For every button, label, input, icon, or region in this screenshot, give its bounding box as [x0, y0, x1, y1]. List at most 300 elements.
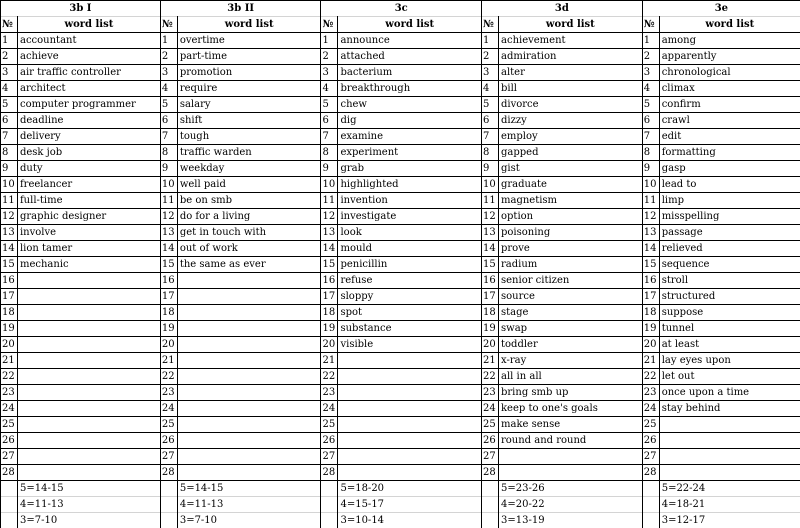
word-cell[interactable]: senior citizen	[499, 273, 643, 289]
word-cell[interactable]: bring smb up	[499, 385, 643, 401]
blank-cell[interactable]	[160, 513, 177, 528]
row-number-cell[interactable]: 20	[1, 337, 18, 353]
word-cell[interactable]	[499, 449, 643, 465]
row-number-cell[interactable]: 7	[160, 129, 177, 145]
word-cell[interactable]: climax	[659, 81, 800, 97]
word-cell[interactable]: stage	[499, 305, 643, 321]
word-cell[interactable]: accountant	[17, 33, 160, 49]
row-number-cell[interactable]: 11	[160, 193, 177, 209]
row-number-cell[interactable]: 3	[321, 65, 338, 81]
row-number-cell[interactable]: 28	[1, 465, 18, 481]
number-column-header[interactable]: №	[1, 17, 18, 33]
word-cell[interactable]: passage	[659, 225, 800, 241]
row-number-cell[interactable]: 14	[1, 241, 18, 257]
row-number-cell[interactable]: 20	[321, 337, 338, 353]
row-number-cell[interactable]: 11	[482, 193, 499, 209]
row-number-cell[interactable]: 24	[321, 401, 338, 417]
row-number-cell[interactable]: 21	[160, 353, 177, 369]
blank-cell[interactable]	[160, 481, 177, 497]
row-number-cell[interactable]: 20	[482, 337, 499, 353]
word-cell[interactable]	[177, 401, 321, 417]
row-number-cell[interactable]: 27	[1, 449, 18, 465]
word-cell[interactable]: let out	[659, 369, 800, 385]
grade-scale-cell[interactable]: 5=23-26	[499, 481, 643, 497]
word-cell[interactable]: confirm	[659, 97, 800, 113]
word-cell[interactable]: desk job	[17, 145, 160, 161]
row-number-cell[interactable]: 5	[482, 97, 499, 113]
row-number-cell[interactable]: 27	[321, 449, 338, 465]
blank-cell[interactable]	[482, 513, 499, 528]
blank-cell[interactable]	[482, 497, 499, 513]
row-number-cell[interactable]: 13	[482, 225, 499, 241]
word-cell[interactable]: at least	[659, 337, 800, 353]
word-cell[interactable]	[177, 433, 321, 449]
word-cell[interactable]: dizzy	[499, 113, 643, 129]
row-number-cell[interactable]: 7	[482, 129, 499, 145]
word-cell[interactable]: the same as ever	[177, 257, 321, 273]
row-number-cell[interactable]: 11	[321, 193, 338, 209]
row-number-cell[interactable]: 19	[160, 321, 177, 337]
word-cell[interactable]	[659, 417, 800, 433]
word-cell[interactable]: edit	[659, 129, 800, 145]
row-number-cell[interactable]: 8	[642, 145, 659, 161]
word-cell[interactable]	[338, 353, 482, 369]
row-number-cell[interactable]: 17	[482, 289, 499, 305]
word-cell[interactable]: crawl	[659, 113, 800, 129]
row-number-cell[interactable]: 27	[482, 449, 499, 465]
row-number-cell[interactable]: 15	[482, 257, 499, 273]
word-cell[interactable]	[177, 273, 321, 289]
row-number-cell[interactable]: 22	[160, 369, 177, 385]
row-number-cell[interactable]: 21	[642, 353, 659, 369]
row-number-cell[interactable]: 19	[321, 321, 338, 337]
word-cell[interactable]	[17, 337, 160, 353]
blank-cell[interactable]	[321, 481, 338, 497]
word-cell[interactable]	[177, 449, 321, 465]
row-number-cell[interactable]: 10	[160, 177, 177, 193]
grade-scale-cell[interactable]: 5=14-15	[177, 481, 321, 497]
word-list-header[interactable]: word list	[499, 17, 643, 33]
word-cell[interactable]: deadline	[17, 113, 160, 129]
row-number-cell[interactable]: 25	[642, 417, 659, 433]
row-number-cell[interactable]: 15	[642, 257, 659, 273]
word-cell[interactable]: alter	[499, 65, 643, 81]
row-number-cell[interactable]: 28	[482, 465, 499, 481]
word-cell[interactable]: formatting	[659, 145, 800, 161]
word-cell[interactable]: gist	[499, 161, 643, 177]
word-cell[interactable]	[177, 385, 321, 401]
blank-cell[interactable]	[642, 497, 659, 513]
row-number-cell[interactable]: 6	[482, 113, 499, 129]
word-cell[interactable]: lay eyes upon	[659, 353, 800, 369]
word-cell[interactable]: breakthrough	[338, 81, 482, 97]
row-number-cell[interactable]: 10	[482, 177, 499, 193]
blank-cell[interactable]	[1, 481, 18, 497]
word-cell[interactable]: toddler	[499, 337, 643, 353]
word-list-header[interactable]: word list	[659, 17, 800, 33]
row-number-cell[interactable]: 7	[1, 129, 18, 145]
row-number-cell[interactable]: 24	[160, 401, 177, 417]
word-cell[interactable]	[177, 369, 321, 385]
row-number-cell[interactable]: 25	[321, 417, 338, 433]
row-number-cell[interactable]: 20	[160, 337, 177, 353]
word-cell[interactable]	[659, 449, 800, 465]
word-cell[interactable]	[338, 433, 482, 449]
row-number-cell[interactable]: 15	[160, 257, 177, 273]
word-cell[interactable]: keep to one's goals	[499, 401, 643, 417]
word-cell[interactable]: refuse	[338, 273, 482, 289]
grade-scale-cell[interactable]: 4=18-21	[659, 497, 800, 513]
row-number-cell[interactable]: 16	[321, 273, 338, 289]
word-cell[interactable]	[17, 385, 160, 401]
word-cell[interactable]: dig	[338, 113, 482, 129]
row-number-cell[interactable]: 28	[642, 465, 659, 481]
word-cell[interactable]	[17, 401, 160, 417]
word-cell[interactable]	[17, 321, 160, 337]
word-cell[interactable]: x-ray	[499, 353, 643, 369]
word-cell[interactable]: get in touch with	[177, 225, 321, 241]
word-cell[interactable]	[659, 433, 800, 449]
row-number-cell[interactable]: 19	[1, 321, 18, 337]
grade-scale-cell[interactable]: 5=14-15	[17, 481, 160, 497]
row-number-cell[interactable]: 16	[642, 273, 659, 289]
row-number-cell[interactable]: 9	[160, 161, 177, 177]
blank-cell[interactable]	[1, 497, 18, 513]
word-cell[interactable]	[177, 353, 321, 369]
word-cell[interactable]: substance	[338, 321, 482, 337]
word-cell[interactable]	[17, 417, 160, 433]
row-number-cell[interactable]: 6	[321, 113, 338, 129]
row-number-cell[interactable]: 20	[642, 337, 659, 353]
word-cell[interactable]: attached	[338, 49, 482, 65]
row-number-cell[interactable]: 12	[321, 209, 338, 225]
row-number-cell[interactable]: 14	[642, 241, 659, 257]
grade-scale-cell[interactable]: 3=10-14	[338, 513, 482, 528]
row-number-cell[interactable]: 4	[1, 81, 18, 97]
word-cell[interactable]: poisoning	[499, 225, 643, 241]
row-number-cell[interactable]: 12	[642, 209, 659, 225]
word-cell[interactable]	[17, 273, 160, 289]
row-number-cell[interactable]: 27	[160, 449, 177, 465]
word-cell[interactable]	[177, 417, 321, 433]
row-number-cell[interactable]: 23	[321, 385, 338, 401]
row-number-cell[interactable]: 1	[482, 33, 499, 49]
row-number-cell[interactable]: 10	[1, 177, 18, 193]
word-cell[interactable]	[17, 289, 160, 305]
group-title[interactable]: 3b I	[1, 1, 161, 17]
word-cell[interactable]: chew	[338, 97, 482, 113]
word-cell[interactable]: examine	[338, 129, 482, 145]
row-number-cell[interactable]: 16	[482, 273, 499, 289]
word-cell[interactable]: bacterium	[338, 65, 482, 81]
row-number-cell[interactable]: 19	[482, 321, 499, 337]
row-number-cell[interactable]: 21	[1, 353, 18, 369]
row-number-cell[interactable]: 17	[642, 289, 659, 305]
row-number-cell[interactable]: 18	[642, 305, 659, 321]
grade-scale-cell[interactable]: 5=18-20	[338, 481, 482, 497]
number-column-header[interactable]: №	[642, 17, 659, 33]
word-cell[interactable]: duty	[17, 161, 160, 177]
grade-scale-cell[interactable]: 3=7-10	[17, 513, 160, 528]
word-cell[interactable]: all in all	[499, 369, 643, 385]
word-cell[interactable]: investigate	[338, 209, 482, 225]
row-number-cell[interactable]: 13	[160, 225, 177, 241]
word-list-header[interactable]: word list	[177, 17, 321, 33]
row-number-cell[interactable]: 5	[1, 97, 18, 113]
word-cell[interactable]: air traffic controller	[17, 65, 160, 81]
word-cell[interactable]: radium	[499, 257, 643, 273]
word-cell[interactable]: do for a living	[177, 209, 321, 225]
group-title[interactable]: 3e	[642, 1, 800, 17]
word-cell[interactable]: option	[499, 209, 643, 225]
word-cell[interactable]: architect	[17, 81, 160, 97]
row-number-cell[interactable]: 2	[482, 49, 499, 65]
word-cell[interactable]	[338, 417, 482, 433]
word-cell[interactable]	[338, 385, 482, 401]
word-cell[interactable]: source	[499, 289, 643, 305]
row-number-cell[interactable]: 8	[321, 145, 338, 161]
word-cell[interactable]: experiment	[338, 145, 482, 161]
word-cell[interactable]: divorce	[499, 97, 643, 113]
row-number-cell[interactable]: 24	[482, 401, 499, 417]
word-cell[interactable]: make sense	[499, 417, 643, 433]
word-cell[interactable]: round and round	[499, 433, 643, 449]
row-number-cell[interactable]: 8	[482, 145, 499, 161]
word-cell[interactable]: employ	[499, 129, 643, 145]
row-number-cell[interactable]: 19	[642, 321, 659, 337]
blank-cell[interactable]	[160, 497, 177, 513]
word-cell[interactable]: tunnel	[659, 321, 800, 337]
word-cell[interactable]: weekday	[177, 161, 321, 177]
row-number-cell[interactable]: 21	[321, 353, 338, 369]
row-number-cell[interactable]: 17	[1, 289, 18, 305]
row-number-cell[interactable]: 2	[321, 49, 338, 65]
row-number-cell[interactable]: 23	[1, 385, 18, 401]
word-cell[interactable]: computer programmer	[17, 97, 160, 113]
row-number-cell[interactable]: 24	[1, 401, 18, 417]
row-number-cell[interactable]: 3	[1, 65, 18, 81]
word-cell[interactable]: magnetism	[499, 193, 643, 209]
word-cell[interactable]: swap	[499, 321, 643, 337]
row-number-cell[interactable]: 22	[1, 369, 18, 385]
word-cell[interactable]: lead to	[659, 177, 800, 193]
word-cell[interactable]	[499, 465, 643, 481]
word-cell[interactable]: apparently	[659, 49, 800, 65]
word-cell[interactable]	[338, 465, 482, 481]
row-number-cell[interactable]: 8	[160, 145, 177, 161]
row-number-cell[interactable]: 18	[482, 305, 499, 321]
word-cell[interactable]: invention	[338, 193, 482, 209]
word-list-header[interactable]: word list	[17, 17, 160, 33]
row-number-cell[interactable]: 22	[642, 369, 659, 385]
row-number-cell[interactable]: 15	[1, 257, 18, 273]
row-number-cell[interactable]: 16	[160, 273, 177, 289]
word-cell[interactable]: spot	[338, 305, 482, 321]
row-number-cell[interactable]: 8	[1, 145, 18, 161]
word-cell[interactable]: look	[338, 225, 482, 241]
word-cell[interactable]: penicillin	[338, 257, 482, 273]
row-number-cell[interactable]: 10	[642, 177, 659, 193]
row-number-cell[interactable]: 26	[321, 433, 338, 449]
row-number-cell[interactable]: 23	[482, 385, 499, 401]
word-cell[interactable]	[177, 465, 321, 481]
row-number-cell[interactable]: 4	[160, 81, 177, 97]
grade-scale-cell[interactable]: 4=20-22	[499, 497, 643, 513]
word-cell[interactable]: part-time	[177, 49, 321, 65]
word-cell[interactable]: visible	[338, 337, 482, 353]
word-cell[interactable]	[177, 289, 321, 305]
word-cell[interactable]: chronological	[659, 65, 800, 81]
row-number-cell[interactable]: 3	[160, 65, 177, 81]
row-number-cell[interactable]: 6	[160, 113, 177, 129]
word-cell[interactable]: relieved	[659, 241, 800, 257]
row-number-cell[interactable]: 26	[482, 433, 499, 449]
group-title[interactable]: 3d	[482, 1, 643, 17]
row-number-cell[interactable]: 9	[321, 161, 338, 177]
row-number-cell[interactable]: 5	[321, 97, 338, 113]
row-number-cell[interactable]: 18	[1, 305, 18, 321]
word-cell[interactable]: grab	[338, 161, 482, 177]
blank-cell[interactable]	[482, 481, 499, 497]
word-cell[interactable]: sloppy	[338, 289, 482, 305]
row-number-cell[interactable]: 16	[1, 273, 18, 289]
word-cell[interactable]: involve	[17, 225, 160, 241]
word-cell[interactable]: well paid	[177, 177, 321, 193]
grade-scale-cell[interactable]: 4=15-17	[338, 497, 482, 513]
word-cell[interactable]	[17, 369, 160, 385]
row-number-cell[interactable]: 9	[1, 161, 18, 177]
word-cell[interactable]: require	[177, 81, 321, 97]
word-cell[interactable]	[338, 401, 482, 417]
word-list-header[interactable]: word list	[338, 17, 482, 33]
row-number-cell[interactable]: 11	[1, 193, 18, 209]
row-number-cell[interactable]: 25	[1, 417, 18, 433]
blank-cell[interactable]	[642, 513, 659, 528]
row-number-cell[interactable]: 17	[321, 289, 338, 305]
row-number-cell[interactable]: 12	[160, 209, 177, 225]
word-cell[interactable]: prove	[499, 241, 643, 257]
row-number-cell[interactable]: 2	[160, 49, 177, 65]
row-number-cell[interactable]: 22	[482, 369, 499, 385]
word-cell[interactable]: admiration	[499, 49, 643, 65]
row-number-cell[interactable]: 1	[642, 33, 659, 49]
row-number-cell[interactable]: 23	[642, 385, 659, 401]
row-number-cell[interactable]: 15	[321, 257, 338, 273]
word-cell[interactable]: once upon a time	[659, 385, 800, 401]
word-cell[interactable]	[338, 449, 482, 465]
word-cell[interactable]: full-time	[17, 193, 160, 209]
row-number-cell[interactable]: 7	[642, 129, 659, 145]
word-cell[interactable]: mechanic	[17, 257, 160, 273]
row-number-cell[interactable]: 25	[160, 417, 177, 433]
word-cell[interactable]: gasp	[659, 161, 800, 177]
row-number-cell[interactable]: 10	[321, 177, 338, 193]
row-number-cell[interactable]: 18	[160, 305, 177, 321]
row-number-cell[interactable]: 26	[160, 433, 177, 449]
row-number-cell[interactable]: 1	[160, 33, 177, 49]
grade-scale-cell[interactable]: 4=11-13	[177, 497, 321, 513]
grade-scale-cell[interactable]: 3=13-19	[499, 513, 643, 528]
blank-cell[interactable]	[321, 497, 338, 513]
word-cell[interactable]: promotion	[177, 65, 321, 81]
word-cell[interactable]: announce	[338, 33, 482, 49]
row-number-cell[interactable]: 5	[642, 97, 659, 113]
word-cell[interactable]: structured	[659, 289, 800, 305]
row-number-cell[interactable]: 13	[321, 225, 338, 241]
word-cell[interactable]: salary	[177, 97, 321, 113]
row-number-cell[interactable]: 4	[482, 81, 499, 97]
row-number-cell[interactable]: 14	[321, 241, 338, 257]
row-number-cell[interactable]: 26	[642, 433, 659, 449]
word-cell[interactable]: shift	[177, 113, 321, 129]
word-cell[interactable]: delivery	[17, 129, 160, 145]
word-cell[interactable]: traffic warden	[177, 145, 321, 161]
row-number-cell[interactable]: 27	[642, 449, 659, 465]
word-cell[interactable]	[17, 449, 160, 465]
row-number-cell[interactable]: 2	[642, 49, 659, 65]
row-number-cell[interactable]: 24	[642, 401, 659, 417]
number-column-header[interactable]: №	[160, 17, 177, 33]
word-cell[interactable]: stay behind	[659, 401, 800, 417]
word-cell[interactable]: achieve	[17, 49, 160, 65]
word-cell[interactable]: stroll	[659, 273, 800, 289]
group-title[interactable]: 3b II	[160, 1, 321, 17]
row-number-cell[interactable]: 28	[321, 465, 338, 481]
row-number-cell[interactable]: 1	[1, 33, 18, 49]
row-number-cell[interactable]: 28	[160, 465, 177, 481]
word-cell[interactable]: among	[659, 33, 800, 49]
word-cell[interactable]	[659, 465, 800, 481]
row-number-cell[interactable]: 12	[1, 209, 18, 225]
row-number-cell[interactable]: 13	[642, 225, 659, 241]
blank-cell[interactable]	[321, 513, 338, 528]
word-cell[interactable]: freelancer	[17, 177, 160, 193]
row-number-cell[interactable]: 25	[482, 417, 499, 433]
row-number-cell[interactable]: 4	[321, 81, 338, 97]
row-number-cell[interactable]: 7	[321, 129, 338, 145]
word-cell[interactable]: out of work	[177, 241, 321, 257]
blank-cell[interactable]	[642, 481, 659, 497]
word-cell[interactable]	[338, 369, 482, 385]
row-number-cell[interactable]: 9	[642, 161, 659, 177]
grade-scale-cell[interactable]: 5=22-24	[659, 481, 800, 497]
row-number-cell[interactable]: 18	[321, 305, 338, 321]
row-number-cell[interactable]: 17	[160, 289, 177, 305]
word-cell[interactable]: achievement	[499, 33, 643, 49]
word-cell[interactable]: suppose	[659, 305, 800, 321]
row-number-cell[interactable]: 5	[160, 97, 177, 113]
grade-scale-cell[interactable]: 3=12-17	[659, 513, 800, 528]
word-cell[interactable]	[17, 305, 160, 321]
row-number-cell[interactable]: 11	[642, 193, 659, 209]
word-cell[interactable]: graphic designer	[17, 209, 160, 225]
row-number-cell[interactable]: 13	[1, 225, 18, 241]
row-number-cell[interactable]: 3	[482, 65, 499, 81]
row-number-cell[interactable]: 12	[482, 209, 499, 225]
word-cell[interactable]: tough	[177, 129, 321, 145]
word-cell[interactable]	[177, 305, 321, 321]
word-cell[interactable]: lion tamer	[17, 241, 160, 257]
row-number-cell[interactable]: 23	[160, 385, 177, 401]
word-cell[interactable]	[177, 337, 321, 353]
word-cell[interactable]	[17, 465, 160, 481]
word-cell[interactable]	[177, 321, 321, 337]
word-cell[interactable]: graduate	[499, 177, 643, 193]
row-number-cell[interactable]: 21	[482, 353, 499, 369]
word-cell[interactable]: be on smb	[177, 193, 321, 209]
word-cell[interactable]	[17, 353, 160, 369]
grade-scale-cell[interactable]: 4=11-13	[17, 497, 160, 513]
